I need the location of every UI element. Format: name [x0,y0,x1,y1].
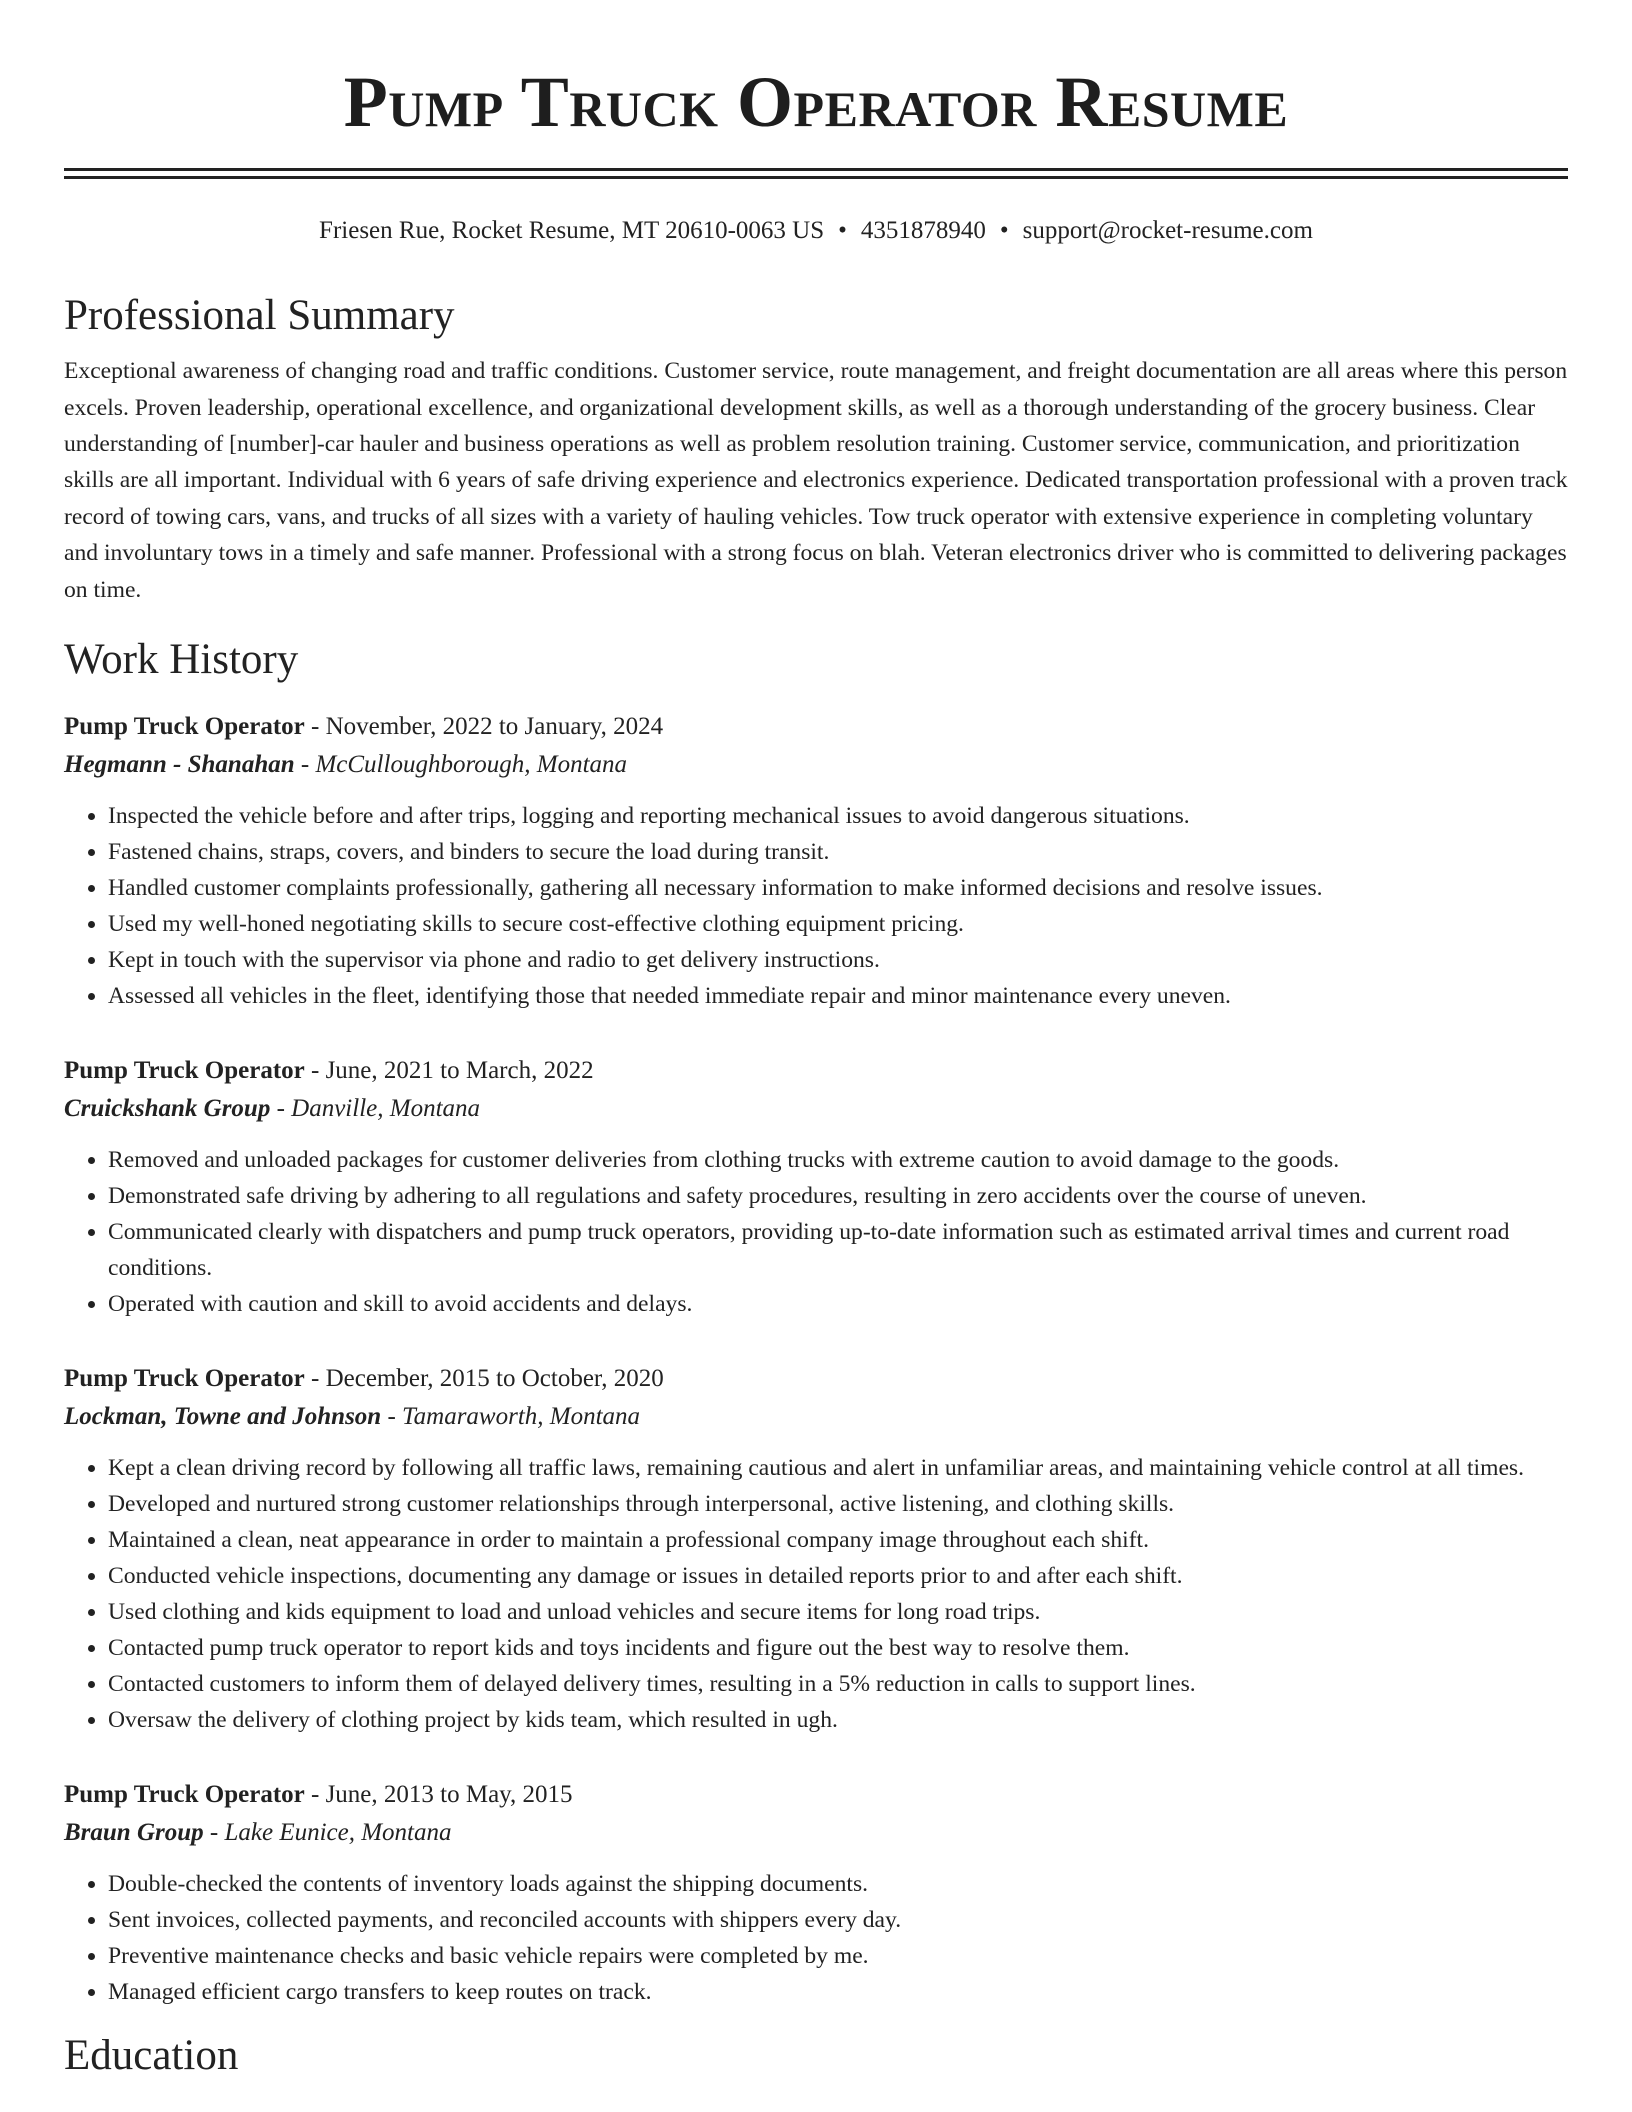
job-bullet: • Fastened chains, straps, covers, and binders to secure the load during transit. [108,834,1568,870]
job-bullet: • Used clothing and kids equipment to load and unload vehicles and secure items for long road trips. [108,1594,1568,1630]
job-bullet: • Assessed all vehicles in the fleet, identifying those that needed immediate repair and minor maintenance every uneven. [108,978,1568,1014]
education-heading: Education [64,2031,239,2079]
job-bullet: • Contacted customers to inform them of delayed delivery times, resulting in a 5% reduction in calls to support lines. [108,1666,1568,1702]
job-bullet: • Sent invoices, collected payments, and reconciled accounts with shippers every day. [108,1902,1568,1938]
job-role: Pump Truck Operator [64,712,305,740]
job-title-line [64,1776,1568,1814]
job-bullet: • Communicated clearly with dispatchers and pump truck operators, providing up-to-date information such as estimated arrival times and current road conditions. [108,1214,1568,1286]
job-location: - Tamaraworth, Montana [381,1402,641,1430]
job-company-line [64,1814,1568,1852]
job-location: - Lake Eunice, Montana [203,1818,452,1846]
job-bullets [64,1142,1568,1322]
job-dates: - November, 2022 to January, 2024 [304,712,664,740]
job-role: Pump Truck Operator [64,1780,305,1808]
contact-line [64,215,1568,248]
contact-separator: • [838,217,847,244]
contact-address: Friesen Rue, Rocket Resume, MT 20610-0063 US [319,217,825,244]
job-bullets [64,1866,1568,2010]
job-dates: - December, 2015 to October, 2020 [304,1364,664,1392]
job-company-line [64,1398,1568,1436]
job-bullet: • Conducted vehicle inspections, documenting any damage or issues in detailed reports prior to and after each shift. [108,1558,1568,1594]
job-bullet: • Kept a clean driving record by following all traffic laws, remaining cautious and alert in unfamiliar areas, and maintaining vehicle control at all times. [108,1450,1568,1486]
summary-text: Exceptional awareness of changing road and traffic conditions. Customer service, route management, and freight documentation are all areas where this person excels. Proven leadership, operational excellence, and organizational development skills, as well as a thorough understanding of the grocery business. Clear understanding of [number]-car hauler and business operations as well as problem resolution training. Customer service, communication, and prioritization skills are all important. Individual with 6 years of safe driving experience and electronics experience. Dedicated transportation professional with a proven track record of towing cars, vans, and trucks of all sizes with a variety of hauling vehicles. Tow truck operator with extensive experience in completing voluntary and involuntary tows in a timely and safe manner. Professional with a strong focus on blah. Veteran electronics driver who is committed to delivering packages on time. [64,358,1568,603]
work-history-heading: Work History [64,635,299,683]
contact-separator: • [999,217,1009,244]
job-company: Cruickshank Group [64,1094,271,1122]
job-bullet: • Operated with caution and skill to avoid accidents and delays. [108,1286,1568,1322]
job-entry [64,1360,1568,1738]
summary-heading: Professional Summary [64,291,455,339]
job-bullet: • Handled customer complaints professionally, gathering all necessary information to make informed decisions and resolve issues. [108,870,1568,906]
job-company: Braun Group [64,1818,204,1846]
job-bullet: • Inspected the vehicle before and after trips, logging and reporting mechanical issues to avoid dangerous situations. [108,798,1568,834]
job-role: Pump Truck Operator [64,1364,305,1392]
contact-email: support@rocket-resume.com [1022,217,1313,244]
job-bullet: • Maintained a clean, neat appearance in order to maintain a professional company image throughout each shift. [108,1522,1568,1558]
job-dates: - June, 2013 to May, 2015 [304,1780,573,1808]
job-location: - McCulloughborough, Montana [294,750,628,778]
job-entry [64,708,1568,1014]
job-bullet: • Developed and nurtured strong customer relationships through interpersonal, active listening, and clothing skills. [108,1486,1568,1522]
job-bullet: • Double-checked the contents of inventory loads against the shipping documents. [108,1866,1568,1902]
job-title-line [64,1052,1568,1090]
job-company: Lockman, Towne and Johnson [64,1402,382,1430]
job-bullet: • Demonstrated safe driving by adhering to all regulations and safety procedures, resulting in zero accidents over the course of uneven. [108,1178,1568,1214]
job-entry [64,1776,1568,2010]
contact-phone: 4351878940 [860,217,986,244]
job-dates: - June, 2021 to March, 2022 [304,1056,594,1084]
job-bullet: • Managed efficient cargo transfers to keep routes on track. [108,1974,1568,2010]
title-double-rule [64,168,1568,179]
job-bullets [64,798,1568,1014]
job-bullets [64,1450,1568,1738]
job-entry [64,1052,1568,1322]
job-bullet: • Removed and unloaded packages for customer deliveries from clothing trucks with extreme caution to avoid damage to the goods. [108,1142,1568,1178]
page-title: Pump Truck Operator Resume [343,62,1289,142]
job-bullet: • Preventive maintenance checks and basic vehicle repairs were completed by me. [108,1938,1568,1974]
job-title-line [64,1360,1568,1398]
job-location: - Danville, Montana [270,1094,481,1122]
job-title-line [64,708,1568,746]
job-company: Hegmann - Shanahan [64,750,295,778]
job-company-line [64,1090,1568,1128]
resume-page [64,0,1568,2081]
job-role: Pump Truck Operator [64,1056,305,1084]
job-bullet: • Contacted pump truck operator to report kids and toys incidents and figure out the best way to resolve them. [108,1630,1568,1666]
job-bullet: • Used my well-honed negotiating skills to secure cost-effective clothing equipment pricing. [108,906,1568,942]
job-bullet: • Oversaw the delivery of clothing project by kids team, which resulted in ugh. [108,1702,1568,1738]
job-company-line [64,746,1568,784]
job-bullet: • Kept in touch with the supervisor via phone and radio to get delivery instructions. [108,942,1568,978]
